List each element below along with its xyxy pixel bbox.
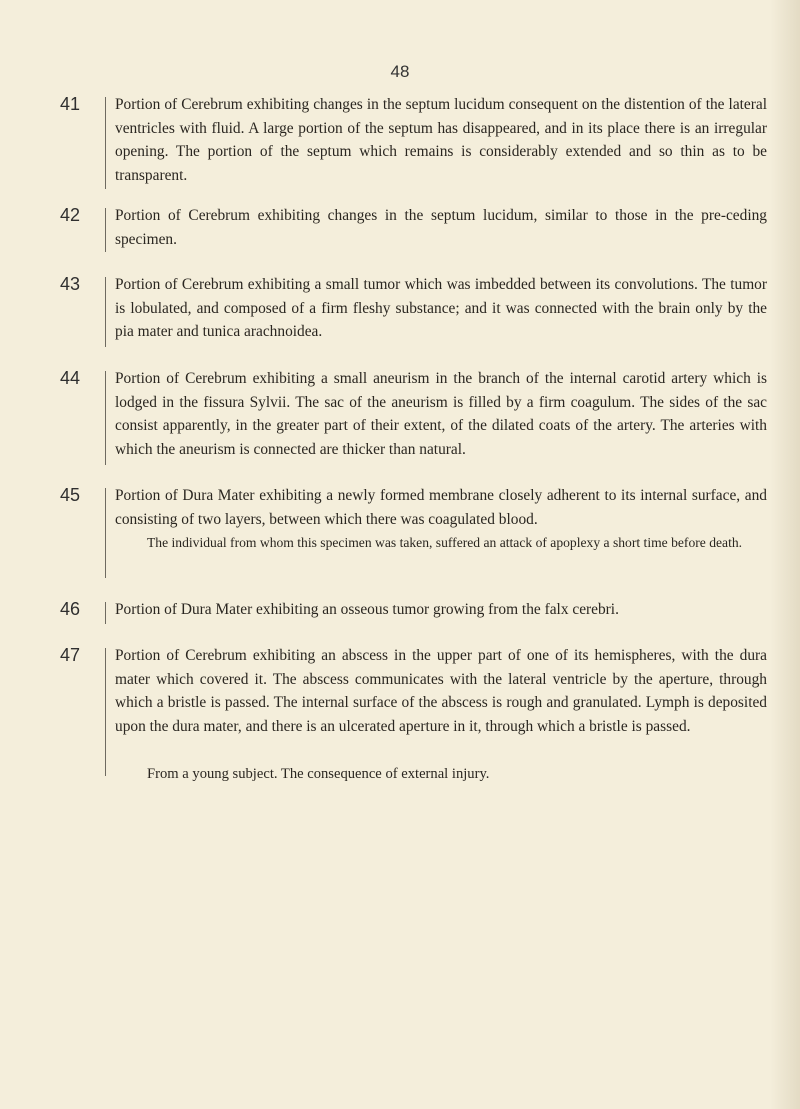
entry-margin-rule	[105, 371, 106, 465]
entry-number: 43	[60, 274, 81, 294]
entry-margin-rule	[105, 648, 106, 776]
entry-description: Portion of Cerebrum exhibiting changes in the septum lucidum consequent on the distention of the lateral ventricles with fluid. A large portion of the septum has disappeared, and in its place there is an irregular opening. The portion of the septum which remains is considerably extended and so thin as to be transparent.	[115, 96, 767, 184]
entry-description: Portion of Dura Mater exhibiting an osseous tumor growing from the falx cerebri.	[115, 601, 619, 618]
entry-description: Portion of Cerebrum exhibiting a small tumor which was imbedded between its convolutions. The tumor is lobulated, and composed of a firm fleshy substance; and it was connected with the brain only by the pia mater and tunica arachnoidea.	[115, 276, 767, 340]
entry-description: Portion of Cerebrum exhibiting a small aneurism in the branch of the internal carotid artery which is lodged in the fissura Sylvii. The sac of the aneurism is filled by a firm coagulum. The sides of the sac consist apparently, in the greater part of their extent, of the dilated coats of the artery. The arteries with which the aneurism is connected are thicker than natural.	[115, 370, 767, 458]
entry-margin-rule	[105, 488, 106, 578]
entry-note: From a young subject. The consequence of external injury.	[147, 766, 490, 782]
page-number: 48	[390, 62, 410, 81]
entry-number: 45	[60, 485, 81, 505]
entry-margin-rule	[105, 97, 106, 189]
entry-number: 44	[60, 368, 81, 388]
entry-note: The individual from whom this specimen was taken, suffered an attack of apoplexy a short time before death.	[147, 535, 743, 550]
entry-number: 41	[60, 94, 81, 114]
entry-description: Portion of Cerebrum exhibiting changes in the septum lucidum, similar to those in the pre-ceding specimen.	[115, 207, 767, 248]
entry-description: Portion of Cerebrum exhibiting an abscess in the upper part of one of its hemispheres, with the dura mater which covered it. The abscess communicates with the lateral ventricle by the aperture, through which a bristle is passed. The internal surface of the abscess is rough and granulated. Lymph is deposited upon the dura mater, and there is an ulcerated aperture in it, through which a bristle is passed.	[115, 647, 767, 735]
entry-number: 42	[60, 205, 81, 225]
entry-number: 47	[60, 645, 81, 665]
entry-margin-rule	[105, 602, 106, 624]
entry-number: 46	[60, 599, 81, 619]
entry-margin-rule	[105, 277, 106, 347]
entry-description: Portion of Dura Mater exhibiting a newly formed membrane closely adherent to its internal surface, and consisting of two layers, between which there was coagulated blood.	[115, 487, 767, 528]
entry-margin-rule	[105, 208, 106, 252]
